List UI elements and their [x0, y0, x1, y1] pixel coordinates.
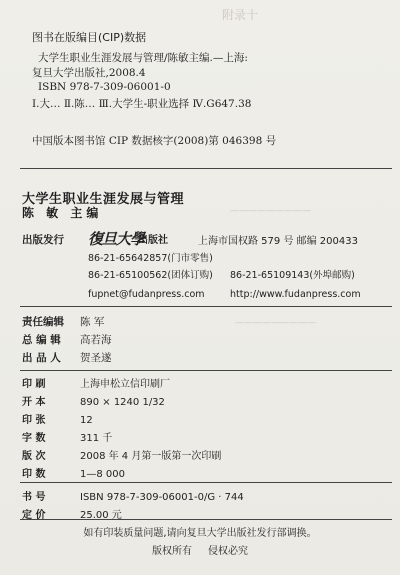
rights-line: [0, 542, 400, 557]
spec-value: 890 × 1240 1/32: [80, 397, 165, 408]
publisher-website[interactable]: http://www.fudanpress.com: [230, 289, 361, 300]
cip-record-number: 中国版本图书馆 CIP 数据核字(2008)第 046398 号: [32, 135, 277, 147]
cip-isbn-line: ISBN 978-7-309-06001-0: [38, 81, 171, 93]
phone-retail: 86-21-65642857(门市零售): [88, 253, 213, 264]
spec-value: 上海申松立信印刷厂: [80, 379, 170, 390]
show-through-text: 附录十: [222, 8, 259, 22]
divider: [20, 370, 392, 371]
credit-row: [22, 332, 112, 347]
book-editor: 陈 敏 主编: [22, 206, 103, 220]
isbn-row: [22, 488, 244, 503]
spec-label: 印 张: [22, 415, 46, 426]
publisher-logo-suffix: 出版社: [138, 235, 168, 246]
piracy-warning: 侵权必究: [208, 546, 248, 557]
spec-value: 12: [80, 415, 93, 426]
credit-value: 贺圣遂: [80, 352, 112, 364]
spec-value: 311 千: [80, 433, 113, 444]
spec-row: [22, 411, 93, 426]
book-title: 大学生职业生涯发展与管理: [22, 192, 185, 207]
publisher-email[interactable]: fupnet@fudanpress.com: [88, 289, 205, 300]
spec-value: 2008 年 4 月第一版第一次印刷: [80, 451, 222, 462]
publisher-logo: 復旦大學: [88, 230, 145, 248]
spec-label: 印 数: [22, 469, 46, 480]
price-label: 定 价: [22, 510, 46, 521]
spec-label: 字 数: [22, 433, 46, 444]
cip-title-line: 大学生职业生涯发展与管理/陈敏主编.—上海:: [38, 52, 248, 64]
credit-row: [22, 350, 112, 365]
rights-reserved: 版权所有: [152, 546, 192, 557]
cip-publisher-line: 复旦大学出版社,2008.4: [32, 66, 146, 79]
cip-heading: 图书在版编目(CIP)数据: [32, 31, 147, 44]
credit-row: [22, 314, 104, 329]
cip-classification: Ⅰ.大… Ⅱ.陈… Ⅲ.大学生-职业选择 Ⅳ.G647.38: [32, 98, 252, 110]
publisher-address: 上海市国权路 579 号 邮编 200433: [198, 236, 358, 247]
spec-row: [22, 447, 221, 462]
spec-row: [22, 465, 125, 480]
spec-label: 开 本: [22, 397, 46, 408]
isbn-value: ISBN 978-7-309-06001-0/G · 744: [80, 492, 244, 503]
spec-row: [22, 375, 170, 390]
divider: [20, 168, 392, 169]
credit-value: 陈 军: [80, 316, 105, 328]
spec-label: 印 刷: [22, 379, 46, 390]
divider: [20, 482, 392, 483]
credit-label: 责任编辑: [22, 316, 64, 328]
spec-row: [22, 393, 165, 408]
show-through-text: —————————: [230, 206, 311, 216]
spec-label: 版 次: [22, 451, 46, 462]
credit-label: 出 品 人: [22, 352, 61, 364]
cip-body: [32, 51, 248, 95]
divider: [20, 306, 392, 307]
phone-group: 86-21-65100562(团体订购): [88, 270, 213, 281]
spec-row: [22, 429, 112, 444]
credit-value: 高若海: [80, 334, 112, 346]
isbn-label: 书 号: [22, 492, 46, 503]
phone-mail: 86-21-65109143(外埠邮购): [230, 270, 355, 281]
spec-value: 1—8 000: [80, 469, 125, 480]
price-value: 25.00 元: [80, 510, 122, 521]
credit-label: 总 编 辑: [22, 334, 61, 346]
publisher-label: 出版发行: [22, 234, 64, 246]
divider: [20, 519, 392, 520]
show-through-text: —————————: [235, 318, 316, 328]
quality-notice: 如有印装质量问题,请向复旦大学出版社发行部调换。: [83, 528, 317, 539]
